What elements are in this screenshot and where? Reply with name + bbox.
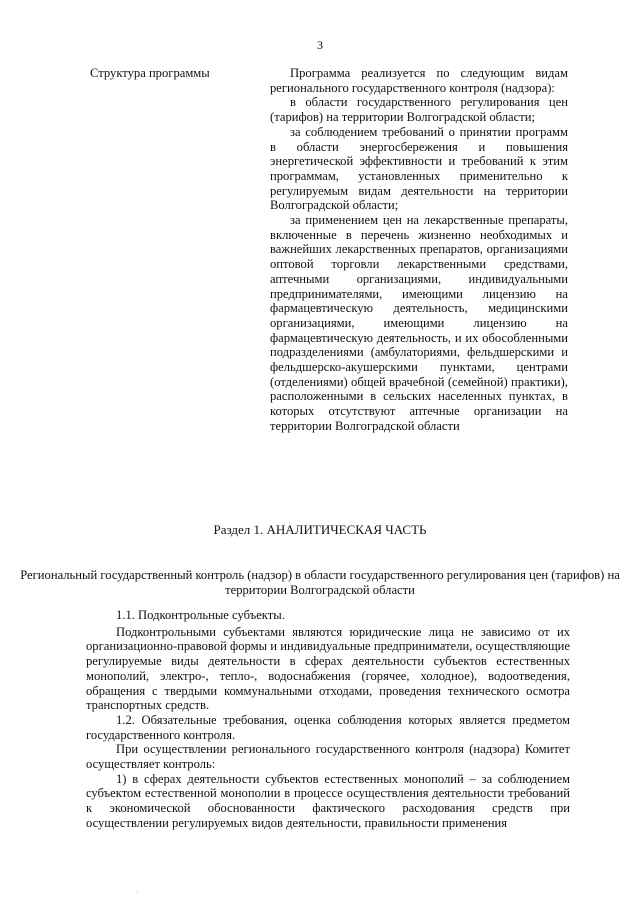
structure-label: Структура программы [90, 66, 210, 80]
section-title: Раздел 1. АНАЛИТИЧЕСКАЯ ЧАСТЬ [213, 522, 427, 537]
structure-paragraph: Программа реализуется по следующим видам регионального государственного контроля (надзора): [270, 66, 568, 95]
structure-description [270, 66, 568, 434]
main-text [86, 608, 570, 831]
structure-paragraph: за применением цен на лекарственные препараты, включенные в перечень жизненно необходимых и важнейших лекарственных препаратов, организациями оптовой торговли лекарственными средствами, аптечными организациями, индивидуальными предпринимателями, имеющими лицензию на фармацевтическую деятельность, медицинскими организациями, имеющими лицензию на фармацевтическую деятельность, и их обособленными подразделениями (амбулаториями, фельдшерскими и фельдшерско-акушерскими пунктами, центрами (отделениями) общей врачебной (семейной) практики), расположенными в сельских населенных пунктах, в которых отсутствуют аптечные организации на территории Волгоградской области [270, 213, 568, 433]
paragraph: При осуществлении регионального государственного контроля (надзора) Комитет осуществляет контроль: [86, 742, 570, 772]
footer-mark: · [136, 889, 139, 897]
paragraph: 1.2. Обязательные требования, оценка соблюдения которых является предметом государственного контроля. [86, 712, 570, 742]
subsection-title: Региональный государственный контроль (надзор) в области государственного регулирования цен (тарифов) на территории Волгоградской области [20, 568, 620, 597]
paragraph: 1) в сферах деятельности субъектов естественных монополий – за соблюдением субъектом естественной монополии в процессе осуществления деятельности требований к экономической обоснованности фактического расходования средств при осуществлении регулируемых видов деятельности, правильности применения [86, 771, 570, 830]
structure-paragraph: за соблюдением требований о принятии программ в области энергосбережения и повышения энергетической эффективности и требований к этим программам, установленных применительно к регулируемым видам деятельности на территории Волгоградской области; [270, 124, 568, 213]
paragraph: Подконтрольными субъектами являются юридические лица не зависимо от их организационно-правовой формы и индивидуальные предприниматели, осуществляющие регулируемые виды деятельности в сферах деятельности субъектов естественных монополий, электро-, тепло-, водоснабжения (горячее, холодное), водоотведения, обращения с твердыми коммунальными отходами, проведения технического осмотра транспортных средств. [86, 624, 570, 713]
structure-paragraph: в области государственного регулирования цен (тарифов) на территории Волгоградской области; [270, 95, 568, 125]
page-number: 3 [317, 38, 323, 52]
paragraph: 1.1. Подконтрольные субъекты. [116, 608, 285, 622]
